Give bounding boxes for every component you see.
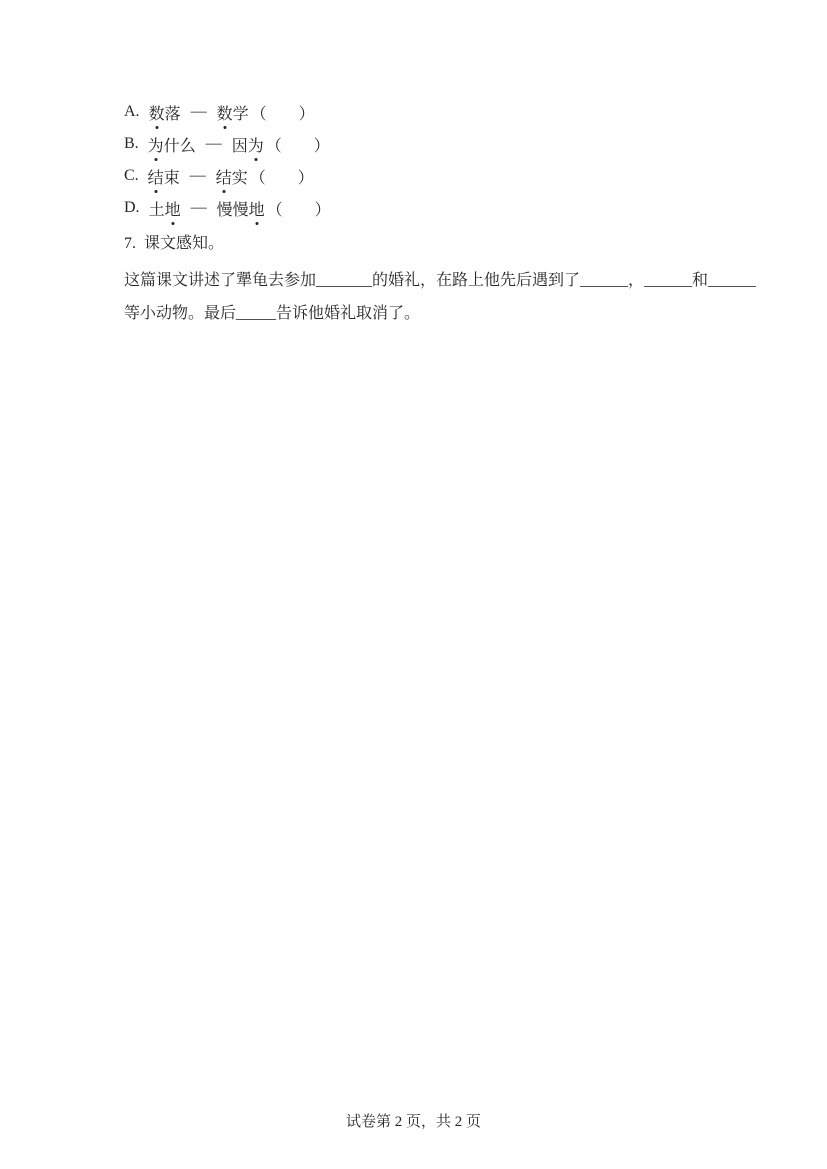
answer-blank-parens: （ ） bbox=[249, 169, 314, 187]
word-segment: 束 bbox=[163, 169, 180, 187]
word-segment: 慢慢 bbox=[216, 201, 249, 219]
page-footer: 试卷第 2 页，共 2 页 bbox=[345, 1114, 481, 1130]
answer-blank-parens: （ ） bbox=[266, 201, 331, 219]
option-word-1 bbox=[149, 197, 181, 220]
emphasis-dot-char: 结 bbox=[216, 165, 232, 188]
option-letter: A. bbox=[124, 103, 140, 120]
dash-separator: — bbox=[190, 199, 207, 216]
word-segment: 什么 bbox=[163, 137, 196, 155]
fill-in-blank-passage bbox=[124, 264, 757, 330]
option-row-c bbox=[124, 160, 709, 192]
option-word-2 bbox=[217, 101, 249, 124]
option-row-b bbox=[124, 128, 709, 160]
option-word-2 bbox=[232, 133, 264, 156]
option-word-2 bbox=[217, 197, 265, 220]
option-row-d bbox=[124, 192, 709, 224]
emphasis-dot-char: 结 bbox=[148, 165, 164, 188]
question-title: 课文感知。 bbox=[144, 235, 225, 252]
option-row-a bbox=[124, 96, 709, 128]
dash-separator: — bbox=[190, 103, 207, 120]
emphasis-dot-char: 地 bbox=[165, 197, 181, 220]
answer-blank-parens: （ ） bbox=[265, 137, 330, 155]
word-segment: 实 bbox=[231, 169, 248, 187]
passage-line-2: 等小动物。最后_____告诉他婚礼取消了。 bbox=[124, 305, 421, 322]
emphasis-dot-char: 数 bbox=[217, 101, 233, 124]
option-word-1 bbox=[148, 133, 196, 156]
option-list bbox=[124, 96, 709, 224]
answer-blank-parens: （ ） bbox=[250, 105, 315, 123]
option-letter: D. bbox=[124, 199, 140, 216]
option-word-1 bbox=[149, 101, 181, 124]
passage-line-1: 这篇课文讲述了犟龟去参加_______的婚礼，在路上他先后遇到了______，______和______ bbox=[124, 272, 757, 289]
dash-separator: — bbox=[205, 135, 222, 152]
dash-separator: — bbox=[189, 167, 206, 184]
word-segment: 落 bbox=[164, 105, 181, 123]
question-7-heading bbox=[124, 231, 709, 257]
emphasis-dot-char: 为 bbox=[148, 133, 164, 156]
emphasis-dot-char: 数 bbox=[149, 101, 165, 124]
option-word-1 bbox=[148, 165, 180, 188]
word-segment: 因 bbox=[231, 137, 248, 155]
option-letter: B. bbox=[124, 135, 139, 152]
word-segment: 学 bbox=[232, 105, 249, 123]
page-content bbox=[124, 96, 757, 330]
question-number: 7. bbox=[124, 235, 136, 252]
option-letter: C. bbox=[124, 167, 139, 184]
emphasis-dot-char: 为 bbox=[248, 133, 264, 156]
emphasis-dot-char: 地 bbox=[249, 197, 265, 220]
word-segment: 土 bbox=[148, 201, 165, 219]
option-word-2 bbox=[216, 165, 248, 188]
